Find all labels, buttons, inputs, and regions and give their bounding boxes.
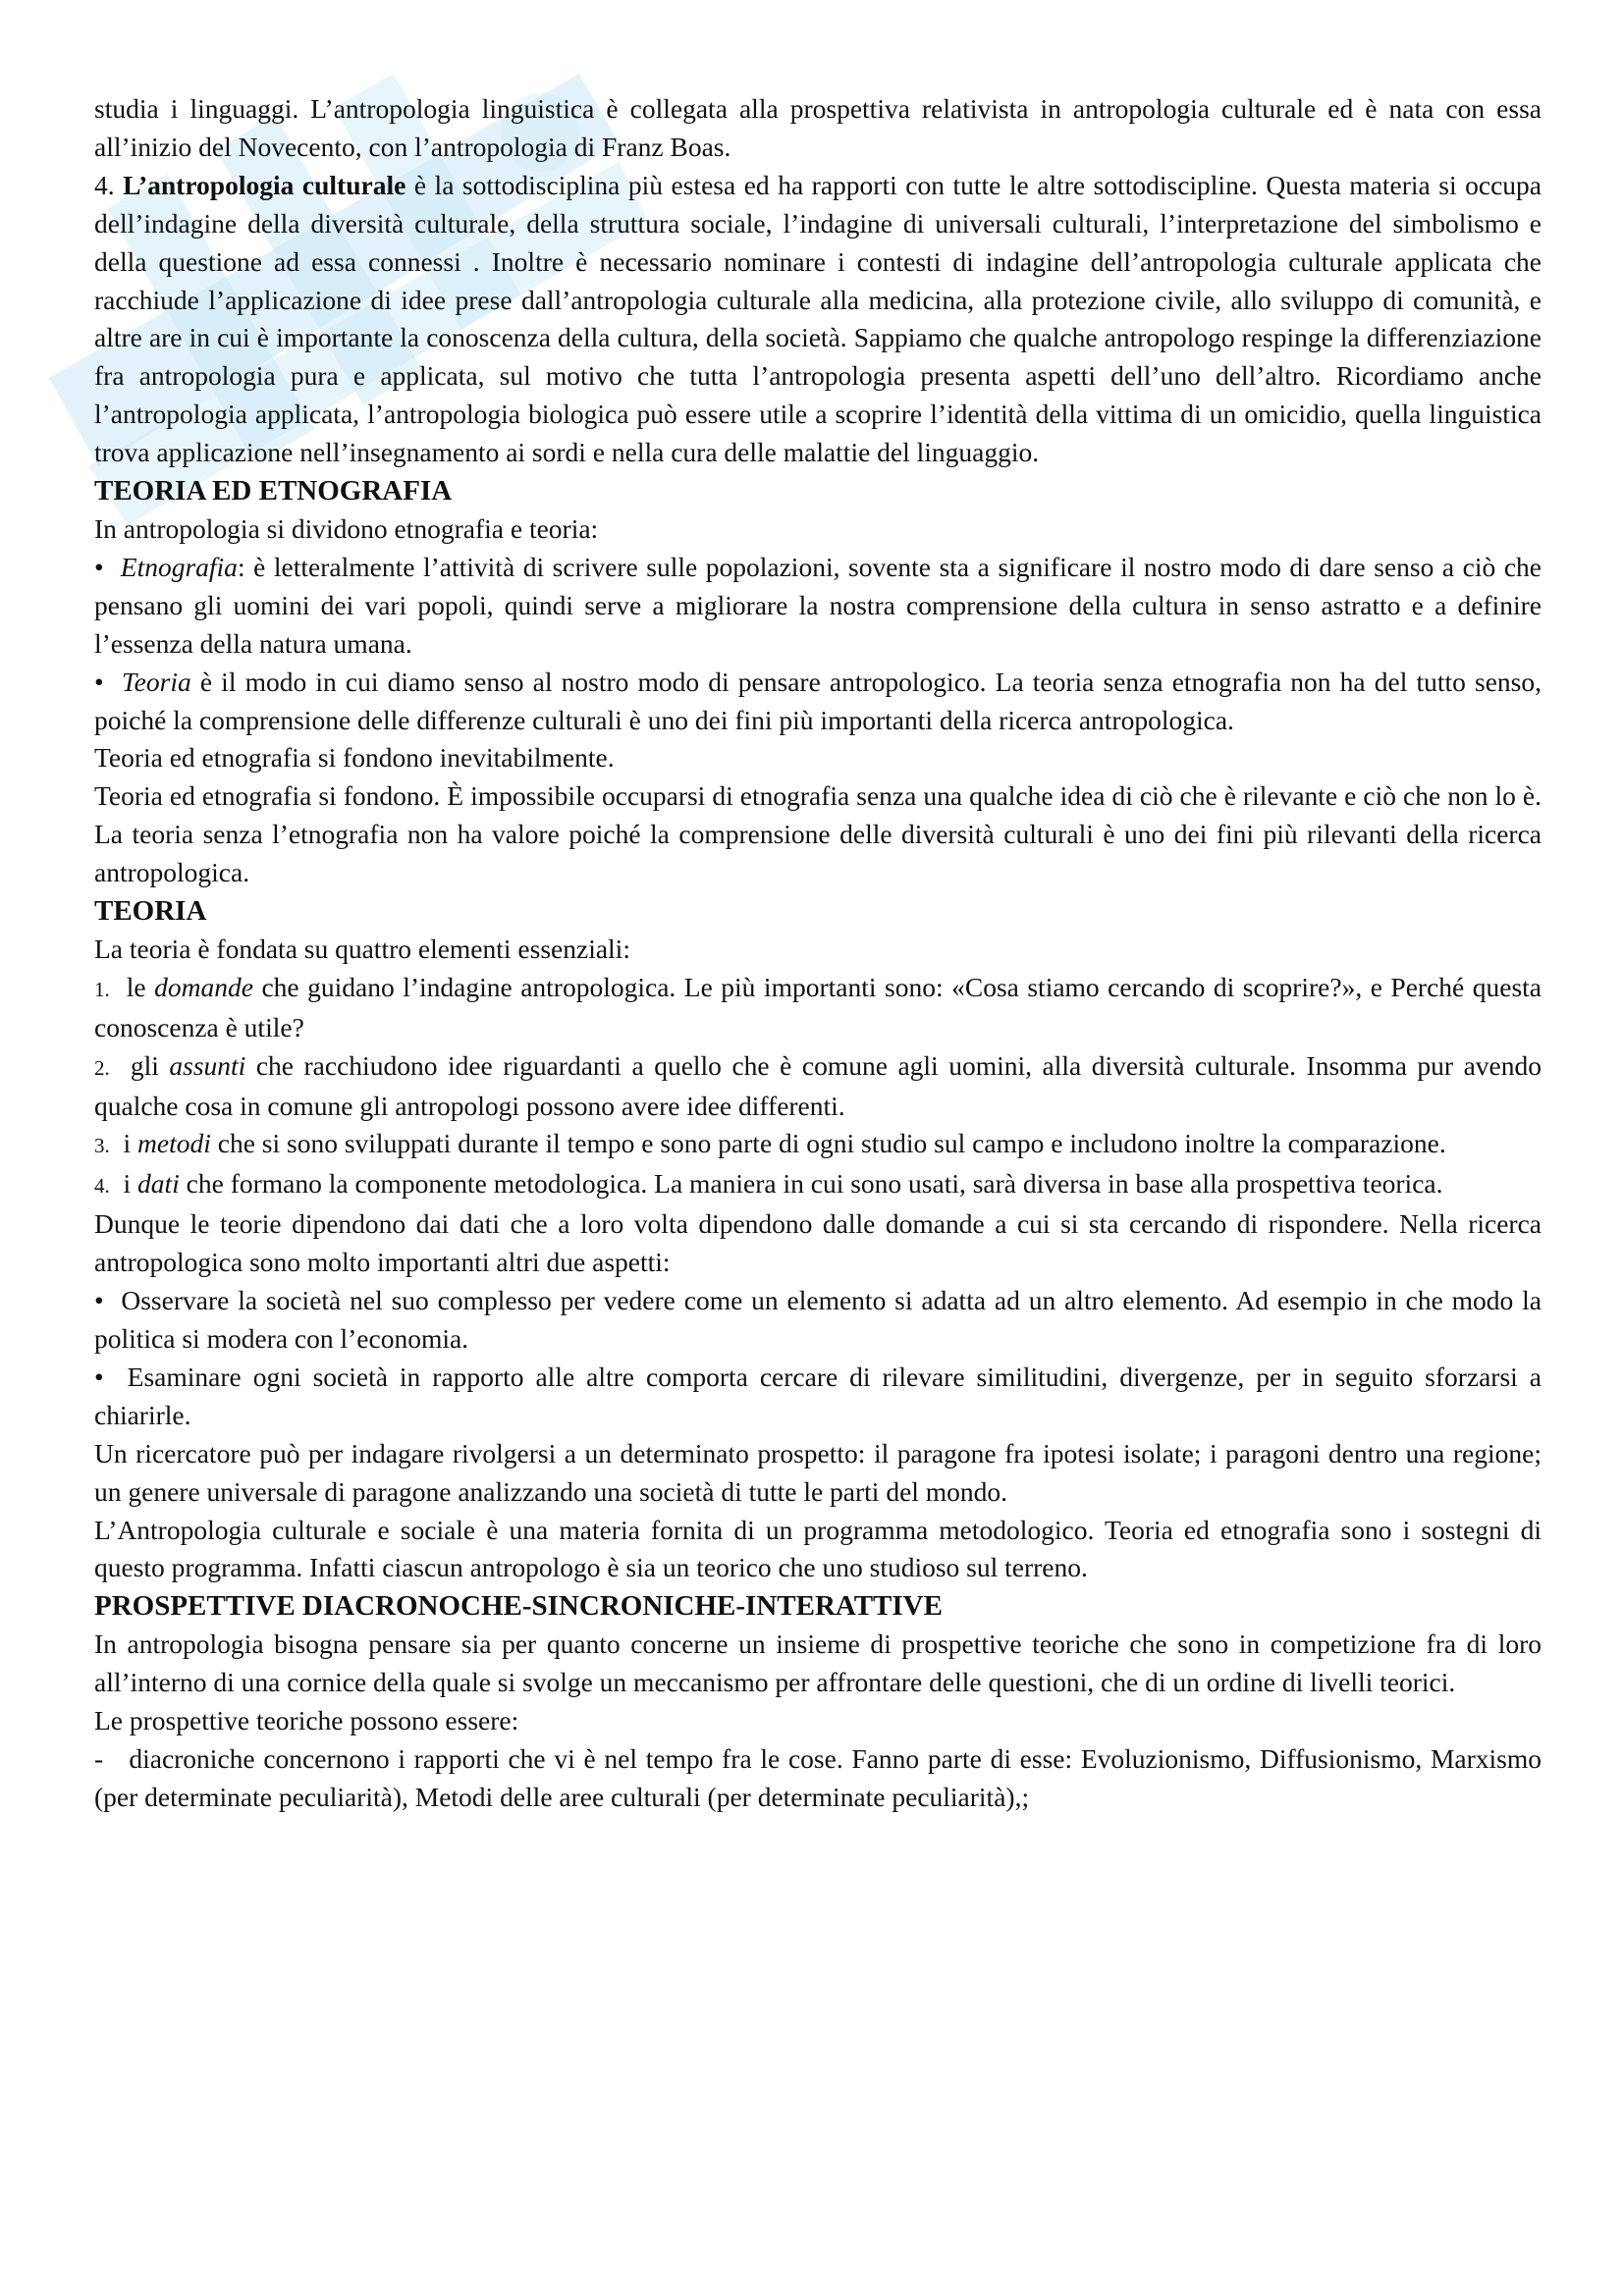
section2-paragraph-1: Dunque le teorie dipendono dai dati che a loro volta dipendono dalle domande a cui si sta cercando di rispondere. Nella ricerca antropologica sono molto importanti altri due aspetti: [94, 1208, 1542, 1278]
document-body [94, 90, 1542, 1817]
term-etnografia: Etnografia [120, 551, 238, 582]
heading-teoria-ed-etnografia: TEORIA ED ETNOGRAFIA [94, 475, 453, 507]
list-item-domande: 1. le domande che guidano l’indagine antropologica. Le più importanti sono: «Cosa stiamo cercando di scoprire?», e Perché questa conoscenza è utile? [94, 971, 1542, 1042]
section2-paragraph-2: Un ricercatore può per indagare rivolgersi a un determinato prospetto: il paragone fra ipotesi isolate; i paragoni dentro una regione; un genere universale di paragone analizzando una società di tutte le parti del mondo. [94, 1437, 1542, 1507]
point-4-term: L’antropologia culturale [123, 169, 406, 200]
section2-intro: La teoria è fondata su quattro elementi essenziali: [94, 933, 630, 964]
section2-paragraph-3: L’Antropologia culturale e sociale è una materia fornita di un programma metodologico. Teoria ed etnografia sono i sostegni di questo programma. Infatti ciascun antropologo è sia un teorico che uno studioso sul terreno. [94, 1514, 1542, 1583]
list-item-assunti: 2. gli assunti che racchiudono idee riguardanti a quello che è comune agli uomini, alla diversità culturale. Insomma pur avendo qualche cosa in comune gli antropologi possono avere idee differenti. [94, 1049, 1542, 1121]
heading-teoria: TEORIA [94, 895, 207, 928]
list-item-dati: 4. i dati che formano la componente metodologica. La maniera in cui sono usati, sarà diversa in base alla prospettiva teorica. [94, 1168, 1443, 1200]
bullet-osservare: • Osservare la società nel suo complesso per vedere come un elemento si adatta ad un altro elemento. Ad esempio in che modo la politica si modera con l’economia. [94, 1285, 1542, 1354]
bullet-etnografia: • Etnografia: è letteralmente l’attività di scrivere sulle popolazioni, sovente sta a significare il nostro modo di dare senso a ciò che pensano gli uomini dei vari popoli, quindi serve a migliorare la nostra comprensione della cultura in senso astratto e a definire l’essenza della natura umana. [94, 551, 1542, 659]
section1-paragraph-1: Teoria ed etnografia si fondono inevitabilmente. [94, 742, 615, 774]
term-teoria: Teoria [121, 666, 191, 697]
dash-item-diacroniche: - diacroniche concernono i rapporti che vi è nel tempo fra le cose. Fanno parte di esse: Evoluzionismo, Diffusionismo, Marxismo (per determinate peculiarità), Metodi delle aree culturali (per determinate peculiarità),; [94, 1742, 1542, 1812]
list-item-metodi: 3. i metodi che si sono sviluppati durante il tempo e sono parte di ogni studio sul campo e includono inoltre la comparazione. [94, 1128, 1446, 1159]
section1-paragraph-2: Teoria ed etnografia si fondono. È impossibile occuparsi di etnografia senza una qualche idea di ciò che è rilevante e ciò che non lo è. La teoria senza l’etnografia non ha valore poiché la comprensione delle diversità culturali è uno dei fini più rilevanti della ricerca antropologica. [94, 780, 1542, 888]
point-4-paragraph: 4. L’antropologia culturale è la sottodisciplina più estesa ed ha rapporti con tutte le altre sottodiscipline. Questa materia si occupa dell’indagine della diversità culturale, della struttura sociale, l’indagine di universali culturali, l’interpretazione del simbolismo e della questione ad essa connessi . Inoltre è necessario nominare i contesti di indagine dell’antropologia culturale applicata che racchiude l’applicazione di idee prese dall’antropologia culturale alla medicina, alla protezione civile, allo sviluppo di comunità, e altre are in cui è importante la conoscenza della cultura, della società. Sappiamo che qualche antropologo respinge la differenziazione fra antropologia pura e applicata, sul motivo che tutta l’antropologia presenta aspetti dell’uno dell’altro. Ricordiamo anche l’antropologia applicata, l’antropologia biologica può essere utile a scoprire l’identità della vittima di un omicidio, quella linguistica trova applicazione nell’insegnamento ai sordi e nella cura delle malattie del linguaggio. [94, 169, 1542, 468]
intro-paragraph: studia i linguaggi. L’antropologia linguistica è collegata alla prospettiva relativista in antropologia culturale ed è nata con essa all’inizio del Novecento, con l’antropologia di Franz Boas. [94, 93, 1542, 162]
section3-paragraph-1: In antropologia bisogna pensare sia per quanto concerne un insieme di prospettive teoriche che sono in competizione fra di loro all’interno di una cornice della quale si svolge un meccanismo per affrontare delle questioni, che di un ordine di livelli teorici. [94, 1629, 1542, 1698]
section1-intro: In antropologia si dividono etnografia e teoria: [94, 512, 599, 544]
bullet-esaminare: • Esaminare ogni società in rapporto alle altre comporta cercare di rilevare similitudini, divergenze, per in seguito sforzarsi a chiarirle. [94, 1361, 1542, 1430]
bullet-teoria: • Teoria è il modo in cui diamo senso al nostro modo di pensare antropologico. La teoria senza etnografia non ha del tutto senso, poiché la comprensione delle differenze culturali è uno dei fini più importanti della ricerca antropologica. [94, 666, 1542, 735]
heading-prospettive: PROSPETTIVE DIACRONOCHE-SINCRONICHE-INTERATTIVE [94, 1590, 943, 1623]
section3-paragraph-2: Le prospettive teoriche possono essere: [94, 1705, 519, 1736]
